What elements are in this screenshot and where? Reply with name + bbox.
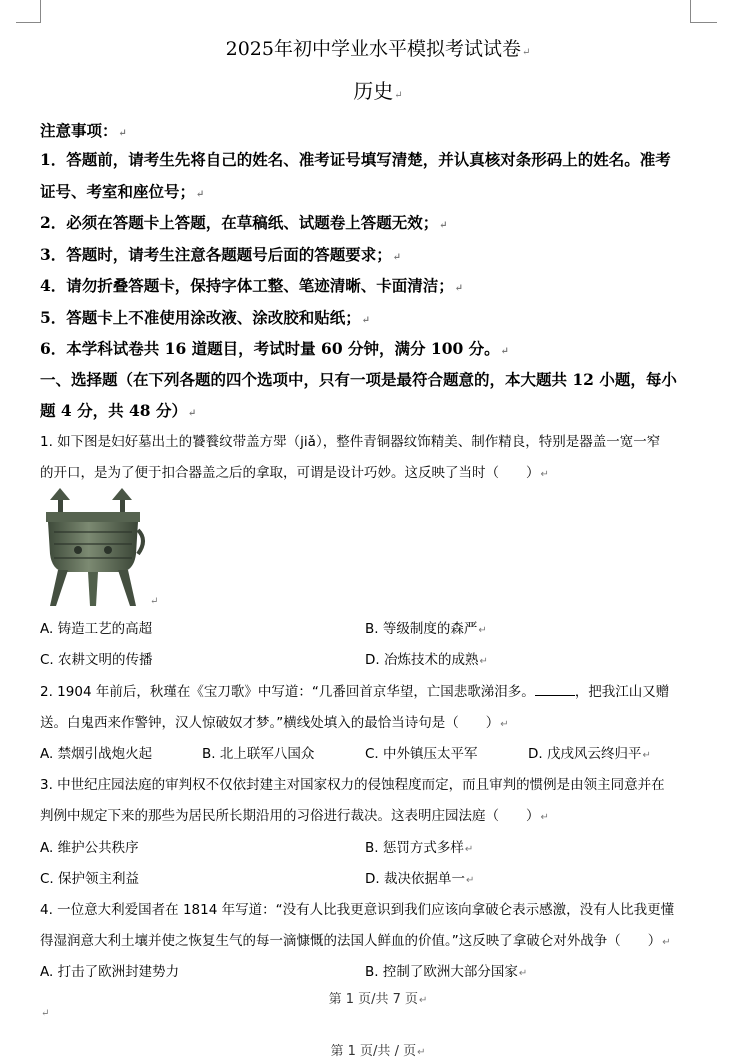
question-2-stem: 2. 1904 年前后，秋瑾在《宝刀歌》中写道：“几番回首京华望，亡国悲歌涕泪多。 ，把我江山又赠 — [40, 684, 670, 700]
paragraph-mark-icon: ↵ — [642, 750, 651, 761]
question-3-stem-cont: 判例中规定下来的那些为居民所长期沿用的习俗进行裁决。这表明庄园法庭（ ）↵ — [40, 808, 549, 824]
question-2-option-d: D. 戊戌风云终归平↵ — [528, 746, 651, 762]
question-4-option-a: A. 打击了欧洲封建势力 — [40, 964, 180, 980]
notice-line: 1．答题前，请考生先将自己的姓名、准考证号填写清楚，并认真核对条形码上的姓名。准考 — [40, 150, 671, 169]
fill-in-blank — [535, 683, 575, 696]
paragraph-mark-icon: ↵ — [465, 875, 475, 886]
paragraph-mark-icon: ↵ — [417, 1047, 426, 1058]
question-2-stem-cont: 送。白鬼西来作警钟，汉人惊破奴才梦。”横线处填入的最恰当诗句是（ ）↵ — [40, 715, 509, 731]
question-4-stem-cont: 得湿润意大利土壤并使之恢复生气的每一滴慷慨的法国人鲜血的价值。”这反映了拿破仑对外战争（ ）↵ — [40, 933, 671, 949]
paragraph-mark-icon: ↵ — [196, 189, 205, 200]
question-4-stem: 4. 一位意大利爱国者在 1814 年写道：“没有人比我更意识到我们应该向拿破仑表示感激，没有人比我更懂 — [40, 902, 675, 918]
question-1-option-c: C. 农耕文明的传播 — [40, 652, 153, 668]
question-1-stem: 1. 如下图是妇好墓出土的饕餮纹带盖方斝（jiǎ），整件青铜器纹饰精美、制作精良，特别是器盖一宽一窄 — [40, 434, 661, 450]
exam-title: 2025年初中学业水平模拟考试试卷↵ — [225, 38, 531, 60]
question-1-option-b: B. 等级制度的森严↵ — [365, 621, 487, 637]
question-2-option-b: B. 北上联军八国众 — [202, 746, 315, 762]
notice-line: 6．本学科试卷共 16 道题目，考试时量 60 分钟，满分 100 分。↵ — [40, 339, 510, 358]
crop-mark-top-right — [690, 0, 717, 23]
paragraph-mark-icon: ↵ — [521, 47, 531, 58]
notice-line: 5．答题卡上不准使用涂改液、涂改胶和贴纸；↵ — [40, 308, 371, 327]
paragraph-mark-icon: ↵ — [392, 252, 402, 263]
paragraph-mark-icon: ↵ — [479, 656, 488, 667]
question-3-option-a: A. 维护公共秩序 — [40, 840, 139, 856]
paragraph-mark-icon: ↵ — [518, 968, 528, 979]
paragraph-mark-icon: ↵ — [500, 346, 510, 357]
crop-mark-top-left — [16, 0, 41, 23]
paragraph-mark-icon: ↵ — [361, 315, 371, 326]
paragraph-mark-icon: ↵ — [454, 283, 464, 294]
question-1-stem-cont: 的开口，是为了便于扣合器盖之后的拿取，可谓是设计巧妙。这反映了当时（ ）↵ — [40, 465, 549, 481]
paragraph-mark-icon: ↵ — [540, 469, 549, 480]
paragraph-mark-icon: ↵ — [187, 408, 197, 419]
paragraph-mark-icon: ↵ — [41, 1008, 50, 1019]
page-footer-field: 第 1 页/共 / 页↵ — [330, 1044, 426, 1059]
question-2-option-a: A. 禁烟引战炮火起 — [40, 746, 153, 762]
bronze-jia-vessel-image — [38, 484, 148, 608]
question-1-option-d: D. 冶炼技术的成熟↵ — [365, 652, 488, 668]
paragraph-mark-icon: ↵ — [464, 844, 474, 855]
page-footer: 第 1 页/共 7 页↵ — [328, 992, 428, 1007]
paragraph-mark-icon: ↵ — [419, 995, 428, 1006]
question-3-stem: 3. 中世纪庄园法庭的审判权不仅依封建主对国家权力的侵蚀程度而定，而且审判的惯例是由领主同意并在 — [40, 777, 665, 793]
paragraph-mark-icon: ↵ — [540, 812, 549, 823]
paragraph-mark-icon: ↵ — [118, 128, 127, 139]
notice-line: 2．必须在答题卡上答题，在草稿纸、试题卷上答题无效；↵ — [40, 213, 448, 232]
paragraph-mark-icon: ↵ — [662, 937, 671, 948]
notice-line: 4．请勿折叠答题卡，保持字体工整、笔迹清晰、卡面清洁；↵ — [40, 276, 464, 295]
notice-heading: 注意事项：↵ — [40, 121, 127, 140]
paragraph-mark-icon: ↵ — [394, 90, 403, 101]
paragraph-mark-icon: ↵ — [500, 719, 509, 730]
notice-line: 证号、考室和座位号；↵ — [40, 182, 205, 201]
notice-line: 3．答题时，请考生注意各题题号后面的答题要求；↵ — [40, 245, 402, 264]
section-heading-cont: 题 4 分，共 48 分）↵ — [40, 401, 197, 420]
question-3-option-d: D. 裁决依据单一↵ — [365, 871, 475, 887]
question-3-option-c: C. 保护领主利益 — [40, 871, 140, 887]
paragraph-mark-icon: ↵ — [478, 625, 487, 636]
question-4-option-b: B. 控制了欧洲大部分国家↵ — [365, 964, 528, 980]
question-3-option-b: B. 惩罚方式多样↵ — [365, 840, 474, 856]
paragraph-mark-icon: ↵ — [439, 220, 448, 231]
question-2-option-c: C. 中外镇压太平军 — [365, 746, 478, 762]
section-heading: 一、选择题（在下列各题的四个选项中，只有一项是最符合题意的，本大题共 12 小题，每小 — [40, 370, 677, 389]
paragraph-mark-icon: ↵ — [150, 596, 159, 607]
subject-title: 历史↵ — [353, 79, 403, 103]
question-1-option-a: A. 铸造工艺的高超 — [40, 621, 153, 637]
